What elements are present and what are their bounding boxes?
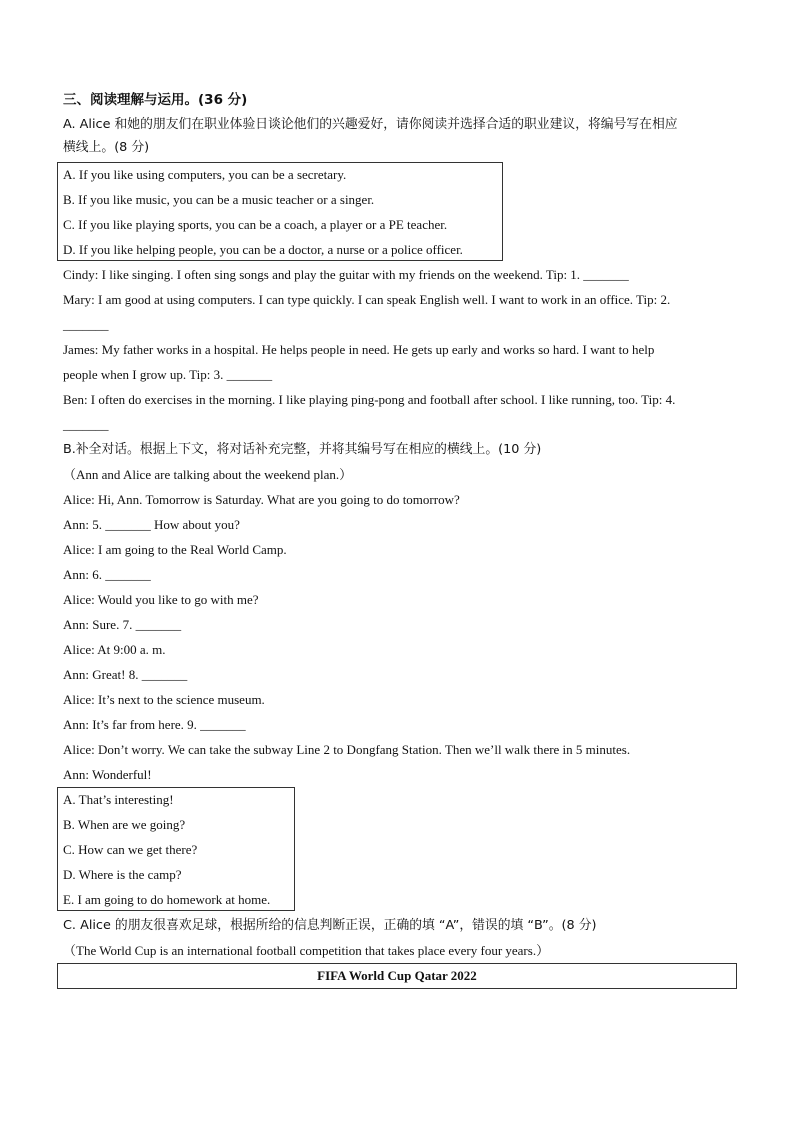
part-a-option-a: A. If you like using computers, you can be a secretary. [63, 167, 347, 182]
part-a-ben-blank: _______ [63, 417, 109, 432]
dialogue-line: Alice: Hi, Ann. Tomorrow is Saturday. What are you going to do tomorrow? [63, 492, 460, 507]
part-a-mary: Mary: I am good at using computers. I can type quickly. I can speak English well. I want to work in an office. Tip: 2. [63, 292, 671, 307]
dialogue-line: Ann: 6. _______ [63, 567, 151, 582]
part-a-option-b: B. If you like music, you can be a music teacher or a singer. [63, 192, 375, 207]
part-a-cindy: Cindy: I like singing. I often sing songs and play the guitar with my friends on the weekend. Tip: 1. _______ [63, 267, 629, 282]
part-a-ben: Ben: I often do exercises in the morning. I like playing ping-pong and football after school. I like running, too. Tip: 4. [63, 392, 676, 407]
part-c-title-box: FIFA World Cup Qatar 2022 [57, 963, 737, 989]
dialogue-line: Alice: I am going to the Real World Camp. [63, 542, 287, 557]
part-b-context: （Ann and Alice are talking about the weekend plan.） [63, 467, 353, 482]
part-a-james-line2: people when I grow up. Tip: 3. _______ [63, 367, 273, 382]
dialogue-line: Ann: 5. _______ How about you? [63, 517, 240, 532]
part-a-mary-blank: _______ [63, 317, 109, 332]
part-a-option-c: C. If you like playing sports, you can be a coach, a player or a PE teacher. [63, 217, 448, 232]
part-b-option-b: B. When are we going? [63, 817, 186, 832]
part-a-option-d: D. If you like helping people, you can be a doctor, a nurse or a police officer. [63, 242, 463, 257]
dialogue-line: Alice: Would you like to go with me? [63, 592, 259, 607]
part-b-option-e: E. I am going to do homework at home. [63, 892, 271, 907]
dialogue-line: Ann: It’s far from here. 9. _______ [63, 717, 246, 732]
part-c-context: （The World Cup is an international football competition that takes place every four years.） [63, 943, 550, 958]
dialogue-line: Alice: At 9:00 a. m. [63, 642, 166, 657]
part-c-instruction: C. Alice 的朋友很喜欢足球，根据所给的信息判断正误，正确的填 “A”，错误的填 “B”。(8 分) [63, 918, 597, 933]
dialogue-line: Alice: It’s next to the science museum. [63, 692, 265, 707]
part-a-instruction-line1: A. Alice 和她的朋友们在职业体验日谈论他们的兴趣爱好，请你阅读并选择合适的职业建议，将编号写在相应 [63, 117, 678, 132]
part-a-instruction-line2: 横线上。(8 分) [63, 140, 150, 155]
dialogue-line: Ann: Sure. 7. _______ [63, 617, 182, 632]
part-b-option-c: C. How can we get there? [63, 842, 198, 857]
dialogue-line: Ann: Great! 8. _______ [63, 667, 188, 682]
dialogue-line: Alice: Don’t worry. We can take the subway Line 2 to Dongfang Station. Then we’ll walk there in 5 minutes. [63, 742, 631, 757]
part-a-james-line1: James: My father works in a hospital. He helps people in need. He gets up early and works so hard. I want to help [63, 342, 655, 357]
section-title: 三、阅读理解与运用。(36 分) [63, 92, 248, 108]
dialogue-line: Ann: Wonderful! [63, 767, 152, 782]
part-b-instruction: B.补全对话。根据上下文，将对话补充完整，并将其编号写在相应的横线上。(10 分) [63, 442, 542, 457]
part-b-option-d: D. Where is the camp? [63, 867, 182, 882]
part-b-option-a: A. That’s interesting! [63, 792, 174, 807]
